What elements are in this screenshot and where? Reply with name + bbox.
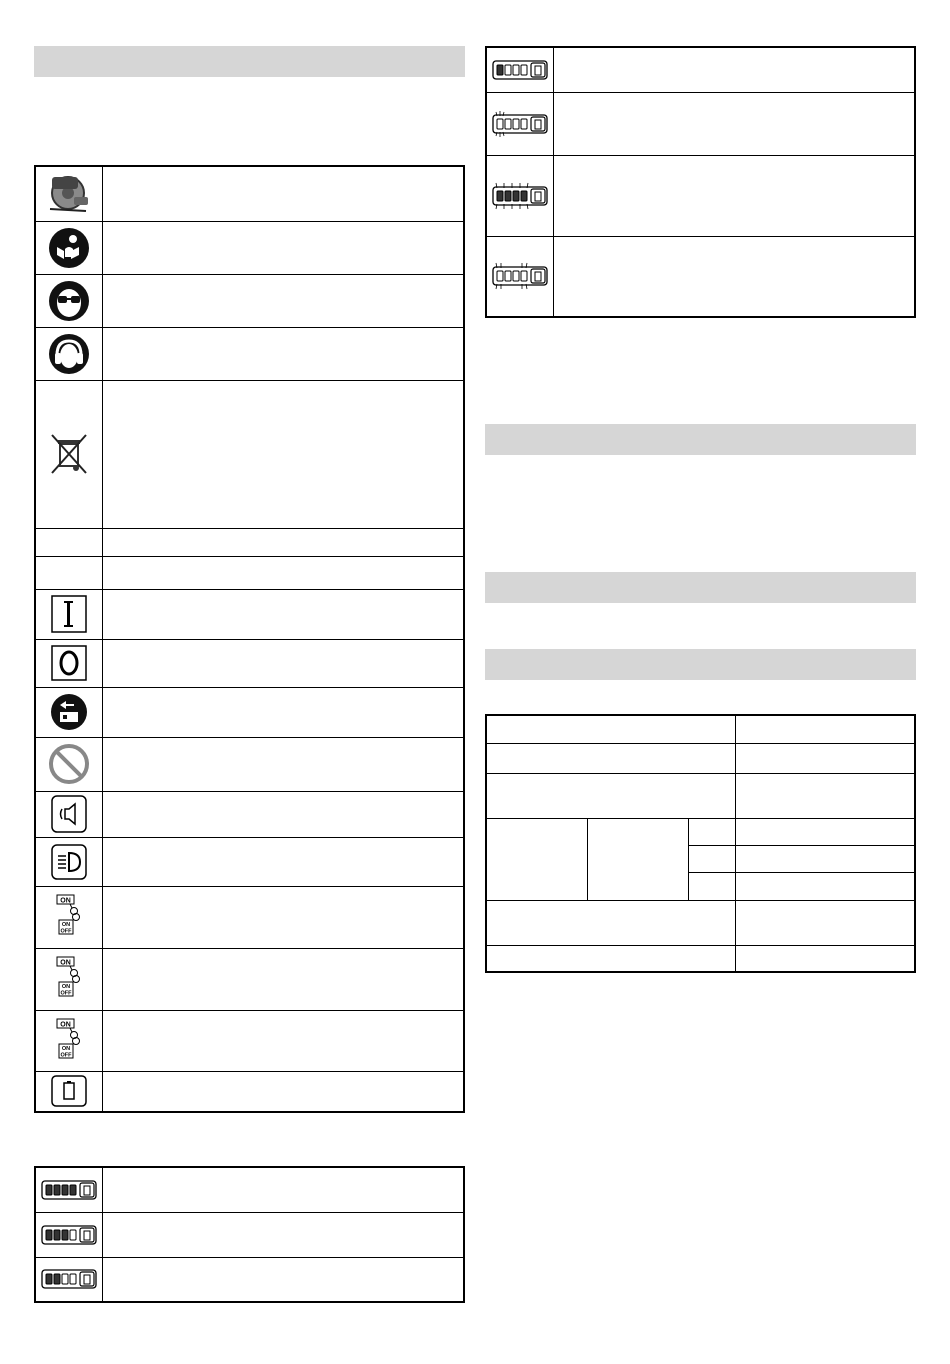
spec-value-cell xyxy=(735,845,915,872)
unlock-icon xyxy=(36,693,102,731)
icon-cell xyxy=(486,236,553,317)
icon-cell xyxy=(35,166,102,221)
table-row xyxy=(486,818,915,845)
svg-text:ON: ON xyxy=(61,922,70,928)
battery-level-1-icon xyxy=(487,60,553,80)
spec-label-cell xyxy=(486,773,735,818)
description-cell xyxy=(102,886,464,948)
table-row xyxy=(35,791,464,837)
description-cell xyxy=(102,221,464,274)
icon-cell xyxy=(35,639,102,687)
sound-icon xyxy=(36,795,102,833)
table-row xyxy=(486,773,915,818)
icon-cell xyxy=(486,155,553,236)
table-row xyxy=(35,687,464,737)
battery-status-table xyxy=(485,46,916,318)
battery-level-2-icon xyxy=(36,1269,102,1289)
crossed-out-bin-icon xyxy=(36,432,102,476)
battery-level-3-icon xyxy=(36,1225,102,1245)
description-cell xyxy=(102,274,464,327)
table-row xyxy=(486,236,915,317)
spec-sub-cell xyxy=(688,872,735,900)
spec-label-cell xyxy=(486,743,735,773)
circular-saw-icon xyxy=(36,171,102,217)
icon-cell xyxy=(486,47,553,92)
icon-cell xyxy=(35,687,102,737)
ear-protection-icon xyxy=(36,333,102,375)
description-cell xyxy=(553,92,915,155)
section-header-bar xyxy=(34,46,465,77)
spec-value-cell xyxy=(735,945,915,972)
table-row xyxy=(35,1010,464,1071)
power-on-icon xyxy=(36,595,102,633)
table-row xyxy=(35,1257,464,1302)
on-off-indicator-icon xyxy=(36,956,102,1002)
table-row xyxy=(35,639,464,687)
icon-cell xyxy=(35,837,102,886)
icon-cell xyxy=(486,92,553,155)
svg-text:OFF: OFF xyxy=(60,990,72,997)
table-row xyxy=(35,837,464,886)
icon-cell xyxy=(35,327,102,380)
icon-cell xyxy=(35,556,102,589)
table-row xyxy=(35,737,464,791)
description-cell xyxy=(102,837,464,886)
description-cell xyxy=(102,1071,464,1112)
description-cell xyxy=(102,639,464,687)
description-cell xyxy=(102,166,464,221)
power-off-icon xyxy=(36,645,102,681)
battery-blinking-outer-icon xyxy=(487,262,553,290)
icon-cell xyxy=(35,589,102,639)
spec-value-cell xyxy=(735,715,915,743)
description-cell xyxy=(102,589,464,639)
spec-value-cell xyxy=(735,743,915,773)
icon-cell xyxy=(35,886,102,948)
battery-icon xyxy=(36,1075,102,1107)
spec-sub-cell xyxy=(688,845,735,872)
description-cell xyxy=(102,1010,464,1071)
svg-text:ON: ON xyxy=(60,1021,71,1028)
description-cell xyxy=(102,1167,464,1212)
spec-value-cell xyxy=(735,773,915,818)
eye-protection-icon xyxy=(36,280,102,322)
description-cell xyxy=(102,737,464,791)
battery-blinking-all-icon xyxy=(487,182,553,210)
table-row xyxy=(35,327,464,380)
section-header-bar xyxy=(485,572,916,603)
description-cell xyxy=(553,236,915,317)
table-row xyxy=(35,528,464,556)
section-header-bar xyxy=(485,424,916,455)
description-cell xyxy=(553,155,915,236)
table-row xyxy=(35,1167,464,1212)
table-row xyxy=(35,948,464,1010)
spec-label-cell xyxy=(486,715,735,743)
table-row xyxy=(486,92,915,155)
symbols-table xyxy=(34,165,465,1113)
icon-cell xyxy=(35,221,102,274)
icon-cell xyxy=(35,1167,102,1212)
description-cell xyxy=(102,687,464,737)
description-cell xyxy=(102,528,464,556)
table-row xyxy=(35,166,464,221)
table-row xyxy=(35,274,464,327)
prohibited-icon xyxy=(36,743,102,785)
on-off-indicator-icon xyxy=(36,894,102,940)
svg-text:ON: ON xyxy=(60,897,71,905)
table-row xyxy=(35,886,464,948)
description-cell xyxy=(102,791,464,837)
icon-cell xyxy=(35,791,102,837)
read-manual-icon xyxy=(36,227,102,269)
description-cell xyxy=(102,1212,464,1257)
table-row xyxy=(35,556,464,589)
table-row xyxy=(35,221,464,274)
battery-level-4-icon xyxy=(36,1180,102,1200)
battery-blinking-1-icon xyxy=(487,110,553,138)
description-cell xyxy=(102,556,464,589)
section-header-bar xyxy=(485,649,916,680)
svg-text:ON: ON xyxy=(61,984,70,990)
description-cell xyxy=(102,948,464,1010)
on-off-indicator-icon xyxy=(36,1018,102,1064)
table-row xyxy=(486,743,915,773)
icon-cell xyxy=(35,528,102,556)
icon-cell xyxy=(35,737,102,791)
svg-text:OFF: OFF xyxy=(60,1052,72,1058)
specification-table xyxy=(485,714,916,973)
table-row xyxy=(35,1212,464,1257)
spec-sub-cell xyxy=(688,818,735,845)
spec-label-cell xyxy=(587,818,688,900)
table-row xyxy=(486,155,915,236)
icon-cell xyxy=(35,1212,102,1257)
svg-text:ON: ON xyxy=(60,959,71,967)
spec-value-cell xyxy=(735,872,915,900)
icon-cell xyxy=(35,1010,102,1071)
table-row xyxy=(486,945,915,972)
description-cell xyxy=(102,380,464,528)
spec-label-cell xyxy=(486,900,735,945)
spec-label-cell xyxy=(486,818,587,900)
icon-cell xyxy=(35,274,102,327)
spec-value-cell xyxy=(735,818,915,845)
description-cell xyxy=(102,1257,464,1302)
description-cell xyxy=(102,327,464,380)
icon-cell xyxy=(35,1071,102,1112)
svg-text:ON: ON xyxy=(61,1045,70,1052)
table-row xyxy=(486,900,915,945)
headlight-icon xyxy=(36,844,102,880)
table-row xyxy=(35,380,464,528)
spec-label-cell xyxy=(486,945,735,972)
icon-cell xyxy=(35,1257,102,1302)
table-row xyxy=(486,715,915,743)
spec-value-cell xyxy=(735,900,915,945)
description-cell xyxy=(553,47,915,92)
icon-cell xyxy=(35,380,102,528)
table-row xyxy=(35,1071,464,1112)
icon-cell xyxy=(35,948,102,1010)
table-row xyxy=(486,47,915,92)
svg-text:OFF: OFF xyxy=(60,928,72,935)
table-row xyxy=(35,589,464,639)
battery-level-table xyxy=(34,1166,465,1303)
